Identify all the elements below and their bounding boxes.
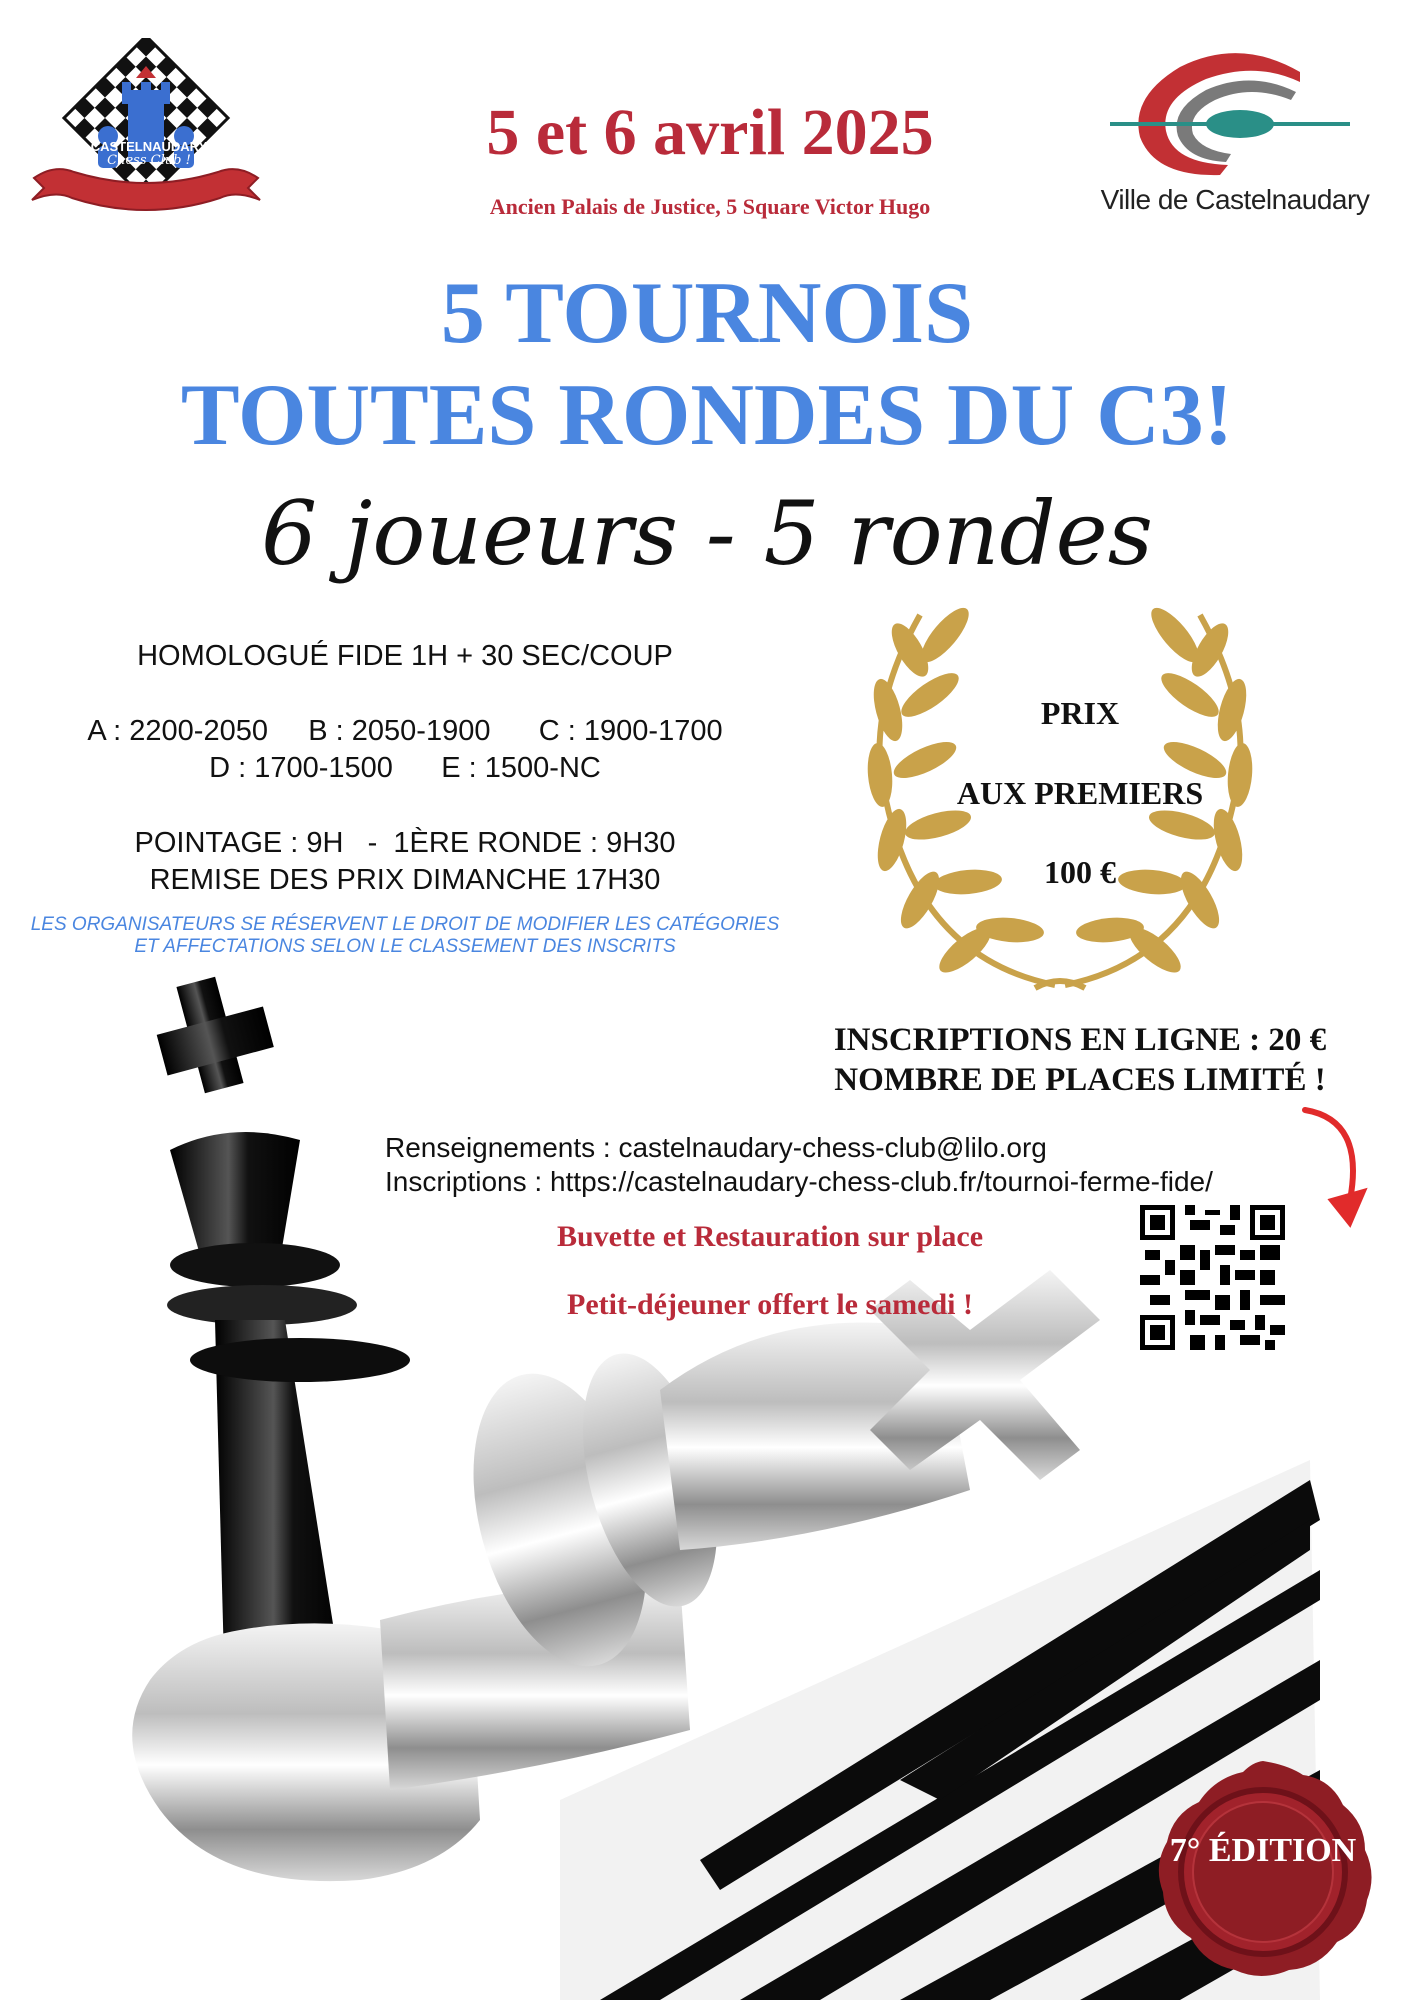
contact-email[interactable]: Renseignements : castelnaudary-chess-club@lilo.org: [385, 1132, 1047, 1163]
homologation-text: HOMOLOGUÉ FIDE 1H + 30 SEC/COUP: [137, 640, 673, 672]
subtitle: 6 joueurs - 5 rondes: [261, 482, 1153, 585]
wax-seal-icon: [1148, 1755, 1378, 1985]
curved-arrow-icon: [1285, 1100, 1375, 1250]
remise-text: REMISE DES PRIX DIMANCHE 17H30: [149, 864, 661, 896]
buvette-text: Buvette et Restauration sur place: [556, 1220, 984, 1253]
club-logo-line1: CASTELNAUDARY: [90, 139, 208, 154]
event-venue: Ancien Palais de Justice, 5 Square Victor Hugo: [489, 194, 931, 219]
disclaimer-text: LES ORGANISATEURS SE RÉSERVENT LE DROIT DE MODIFIER LES CATÉGORIES ET AFFECTATIONS SELON LE CLASSEMENT DES INSCRITS: [30, 914, 780, 957]
title-line2: TOUTES RONDES DU C3!: [180, 367, 1234, 464]
club-logo-line2: Chess Club !: [107, 152, 191, 168]
event-date: 5 et 6 avril 2025: [486, 96, 934, 169]
city-emblem-icon: [1100, 52, 1370, 197]
black-king-icon: [157, 977, 410, 1715]
club-logo-text: [90, 140, 208, 186]
registration-link[interactable]: Inscriptions : https://castelnaudary-chess-club.fr/tournoi-ferme-fide/: [385, 1166, 1213, 1197]
prize-amount: 100 €: [1044, 854, 1116, 890]
prize-line2: AUX PREMIERS: [956, 775, 1204, 811]
categories-line2: D : 1700-1500 E : 1500-NC: [209, 752, 601, 784]
club-logo-icon: [28, 38, 264, 228]
registration-fee: INSCRIPTIONS EN LIGNE : 20 €: [833, 1022, 1327, 1058]
limited-places: NOMBRE DE PLACES LIMITÉ !: [834, 1062, 1326, 1098]
breakfast-text: Petit-déjeuner offert le samedi !: [567, 1288, 973, 1321]
categories-line1: A : 2200-2050 B : 2050-1900 C : 1900-1700: [87, 715, 723, 747]
city-logo-text: Ville de Castelnaudary: [1100, 184, 1370, 215]
edition-badge: 7° ÉDITION: [1169, 1832, 1357, 1869]
chess-kings-illustration: [0, 960, 1320, 2000]
qr-code-icon[interactable]: [1140, 1205, 1285, 1350]
title-line1: 5 TOURNOIS: [440, 265, 974, 362]
pointage-text: POINTAGE : 9H - 1ÈRE RONDE : 9H30: [134, 827, 676, 859]
prize-line1: PRIX: [1040, 695, 1120, 731]
